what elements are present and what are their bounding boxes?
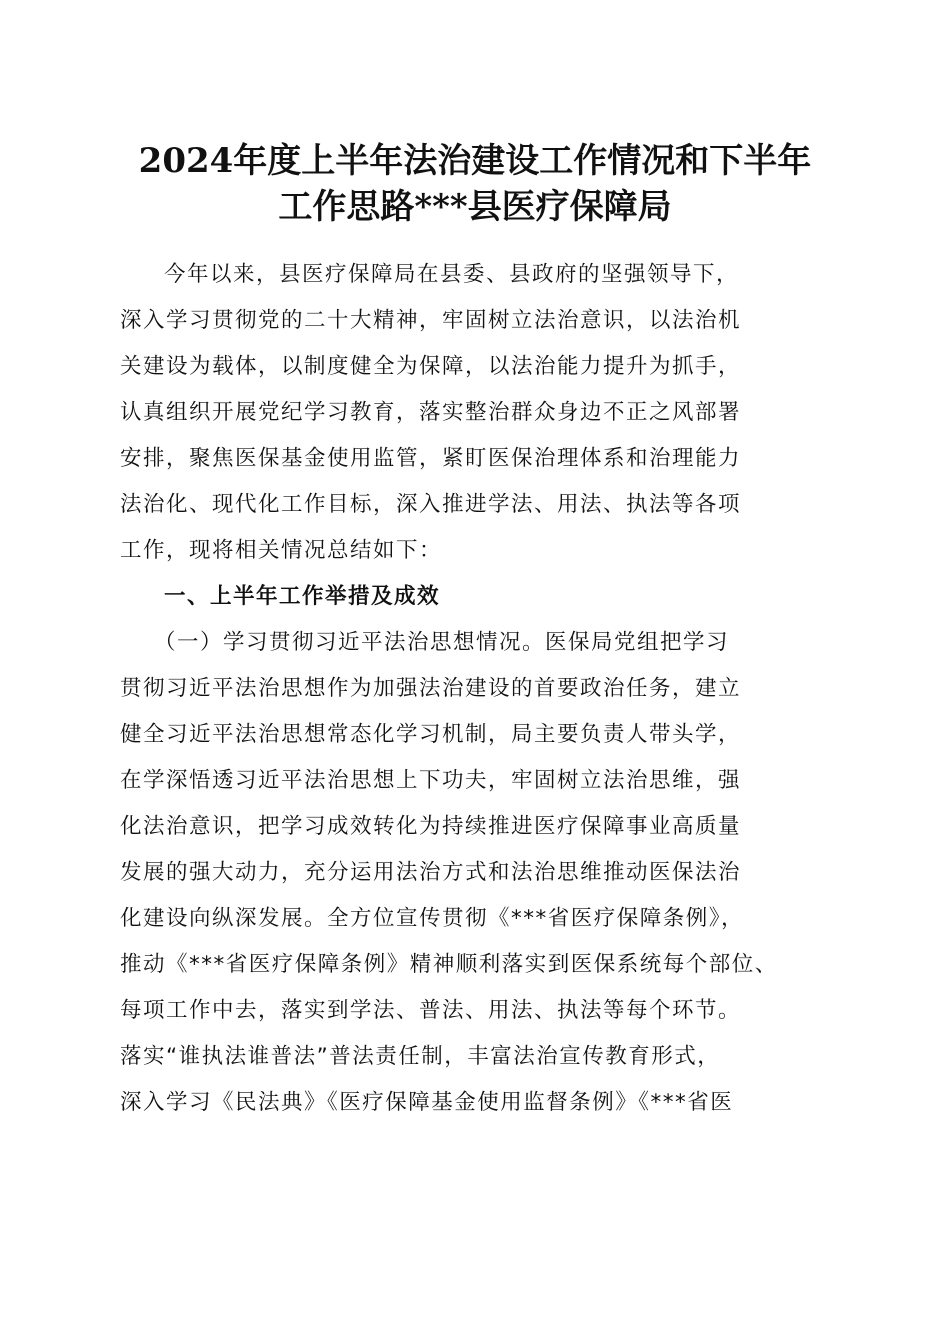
section-paragraph-line: 化建设向纵深发展。全方位宣传贯彻《***省医疗保障条例》，	[120, 906, 745, 931]
section-paragraph-line: 在学深悟透习近平法治思想上下功夫，牢固树立法治思维，强	[120, 768, 742, 793]
section-paragraph-line: 落实“谁执法谁普法”普法责任制，丰富法治宣传教育形式，	[120, 1044, 721, 1069]
intro-paragraph-line: 关建设为载体，以制度健全为保障，以法治能力提升为抓手，	[120, 354, 742, 379]
section-paragraph-line: 发展的强大动力，充分运用法治方式和法治思维推动医保法治	[120, 860, 742, 885]
section-paragraph-line: 推动《***省医疗保障条例》精神顺利落实到医保系统每个部位、	[120, 952, 778, 977]
section-heading: 一、上半年工作举措及成效	[164, 584, 441, 609]
title-line: 工作思路***县医疗保障局	[278, 187, 672, 227]
intro-paragraph-line: 工作，现将相关情况总结如下：	[120, 538, 443, 563]
intro-paragraph-line: 法治化、现代化工作目标，深入推进学法、用法、执法等各项	[120, 492, 742, 517]
intro-paragraph-line: 安排，聚焦医保基金使用监管，紧盯医保治理体系和治理能力	[120, 446, 742, 471]
section-paragraph-line: 化法治意识，把学习成效转化为持续推进医疗保障事业高质量	[120, 814, 742, 839]
intro-paragraph-line: 认真组织开展党纪学习教育，落实整治群众身边不正之风部署	[120, 400, 742, 425]
section-paragraph-line: 贯彻习近平法治思想作为加强法治建设的首要政治任务，建立	[120, 676, 742, 701]
section-paragraph-line: 每项工作中去，落实到学法、普法、用法、执法等每个环节。	[120, 998, 742, 1023]
intro-paragraph-line: 深入学习贯彻党的二十大精神，牢固树立法治意识，以法治机	[120, 308, 742, 333]
section-paragraph-line: 深入学习《民法典》《医疗保障基金使用监督条例》《***省医	[120, 1090, 734, 1115]
title-line: 2024年度上半年法治建设工作情况和下半年	[138, 141, 812, 181]
section-paragraph-line: 健全习近平法治思想常态化学习机制，局主要负责人带头学，	[120, 722, 742, 747]
document-body	[120, 252, 830, 1126]
section-paragraph-line: （一）学习贯彻习近平法治思想情况。医保局党组把学习	[154, 630, 730, 655]
intro-paragraph-line: 今年以来，县医疗保障局在县委、县政府的坚强领导下，	[164, 262, 740, 287]
document-title	[0, 138, 950, 230]
